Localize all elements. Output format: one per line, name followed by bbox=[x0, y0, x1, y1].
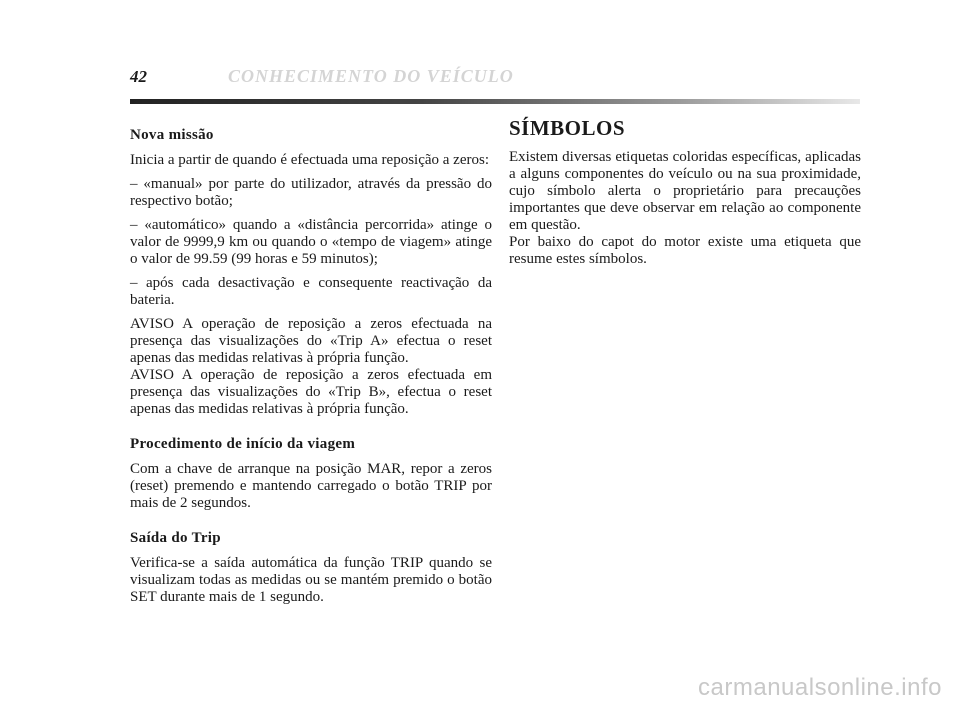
aviso-trip-b: AVISO A operação de reposição a zeros efectuada em presença das visualizações do «Trip B», efectua o reset apenas das medidas relativas à própria função. bbox=[130, 367, 492, 417]
simbolos-heading: SÍMBOLOS bbox=[509, 116, 626, 140]
page-number: 42 bbox=[130, 67, 147, 86]
saida-heading: Saída do Trip bbox=[130, 530, 221, 546]
left-column bbox=[130, 127, 492, 613]
nova-missao-intro: Inicia a partir de quando é efectuada uma reposição a zeros: bbox=[130, 152, 489, 168]
header-rule bbox=[130, 99, 860, 104]
simbolos-paragraph-2: Por baixo do capot do motor existe uma etiqueta que resume estes símbolos. bbox=[509, 234, 861, 267]
running-title: CONHECIMENTO DO VEÍCULO bbox=[228, 66, 514, 86]
aviso-trip-a: AVISO A operação de reposição a zeros efectuada na presença das visualizações do «Trip A» efectua o reset apenas das medidas relativas à própria função. bbox=[130, 316, 492, 366]
procedimento-text: Com a chave de arranque na posição MAR, repor a zeros (reset) premendo e mantendo carregado o botão TRIP por mais de 2 segundos. bbox=[130, 461, 492, 511]
nova-missao-heading: Nova missão bbox=[130, 127, 214, 143]
nova-missao-item-manual: – «manual» por parte do utilizador, através da pressão do respectivo botão; bbox=[130, 176, 492, 209]
watermark: carmanualsonline.info bbox=[698, 674, 942, 701]
procedimento-heading: Procedimento de início da viagem bbox=[130, 436, 356, 452]
right-column bbox=[509, 116, 861, 275]
simbolos-paragraph-1: Existem diversas etiquetas coloridas específicas, aplicadas a alguns componentes do veículo ou na sua proximidade, cujo símbolo alerta o proprietário para precauções importantes que deve observar em relação ao componente em questão. bbox=[509, 149, 861, 233]
saida-text: Verifica-se a saída automática da função TRIP quando se visualizam todas as medidas ou se mantém premido o botão SET durante mais de 1 segundo. bbox=[130, 555, 492, 605]
nova-missao-item-automatico: – «automático» quando a «distância percorrida» atinge o valor de 9999,9 km ou quando o «tempo de viagem» atinge o valor de 99.59 (99 horas e 59 minutos); bbox=[130, 217, 492, 267]
nova-missao-item-bateria: – após cada desactivação e consequente reactivação da bateria. bbox=[130, 275, 492, 308]
